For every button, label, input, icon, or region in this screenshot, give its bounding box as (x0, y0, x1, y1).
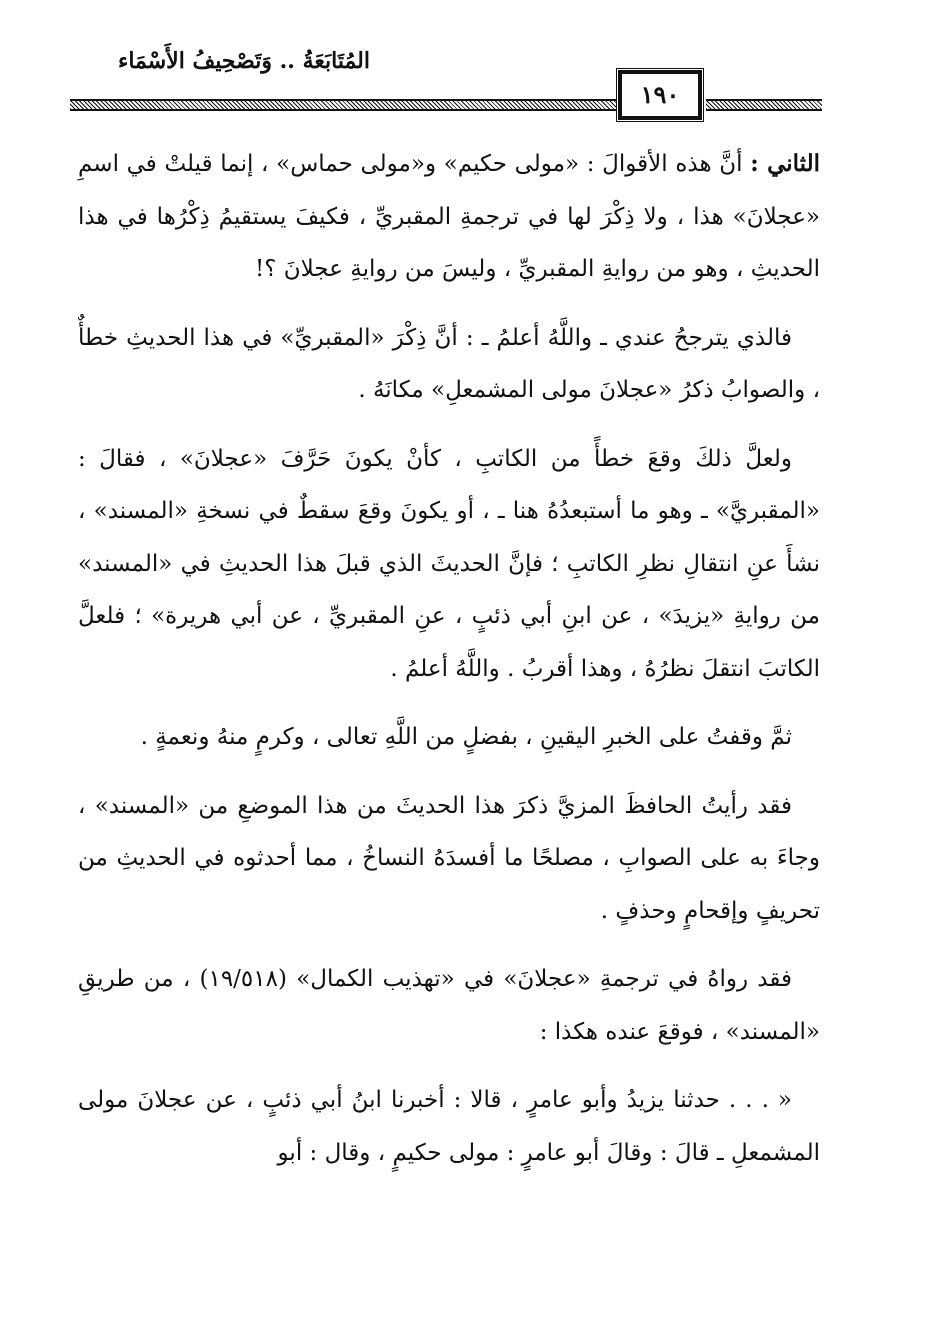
header-rule-right (706, 99, 822, 111)
paragraph-1-lead: الثاني : (750, 150, 820, 177)
paragraph-2 (78, 312, 820, 417)
paragraph-4 (78, 711, 820, 764)
paragraph-6-text: فقد رواهُ في ترجمةِ «عجلانَ» في «تهذيب الكمال» (١٩/٥١٨) ، من طريقِ «المسند» ، فوقعَ عنده هكذا : (78, 966, 820, 1045)
paragraph-1-text: أنَّ هذه الأقوالَ : «مولى حكيم» و«مولى حماس» ، إنما قيلتْ في اسمِ «عجلانَ» هذا ، ولا ذِكْرَ لها في ترجمةِ المقبريِّ ، فكيفَ يستقيمُ ذِكْرُها في هذا الحديثِ ، وهو من روايةِ المقبريِّ ، وليسَ من روايةِ عجلانَ ؟! (78, 151, 820, 282)
paragraph-5-text: فقد رأيتُ الحافظَ المزيَّ ذكرَ هذا الحديثَ من هذا الموضعِ من «المسند» ، وجاءَ به على الصوابِ ، مصلحًا ما أفسدَهُ النساخُ ، مما أحدثوه في الحديثِ من تحريفٍ وإقحامٍ وحذفٍ . (78, 792, 820, 924)
paragraph-7-text: « . . . حدثنا يزيدُ وأبو عامرٍ ، قالا : أخبرنا ابنُ أبي ذئبٍ ، عن عجلانَ مولى المشمعلِ ـ قالَ : وقالَ أبو عامرٍ : مولى حكيمٍ ، وقال : أبو (78, 1087, 820, 1166)
paragraph-3 (78, 433, 820, 696)
paragraph-4-text: ثمَّ وقفتُ على الخبرِ اليقينِ ، بفضلٍ من اللَّهِ تعالى ، وكرمٍ منهُ ونعمةٍ . (140, 724, 792, 750)
paragraph-7 (78, 1074, 820, 1179)
running-title: المُتَابَعَةُ .. وَتَصْحِيفُ الأَسْمَاء (117, 48, 370, 74)
paragraph-2-text: فالذي يترجحُ عندي ـ واللَّهُ أعلمُ ـ : أنَّ ذِكْرَ «المقبريِّ» في هذا الحديثِ خطأٌ ، والصوابُ ذكرُ «عجلانَ مولى المشمعلِ» مكانَهُ . (78, 324, 820, 403)
header-rule-left (70, 99, 616, 111)
paragraph-3-text: ولعلَّ ذلكَ وقعَ خطأً من الكاتبِ ، كأنْ يكونَ حَرَّفَ «عجلانَ» ، فقالَ : «المقبريَّ» ـ وهو ما أستبعدُهُ هنا ـ ، أو يكونَ وقعَ سقطٌ في نسخةِ «المسند» ، نشأَ عنِ انتقالِ نظرِ الكاتبِ ؛ فإنَّ الحديثَ الذي قبلَ هذا الحديثِ في «المسند» من روايةِ «يزيدَ» ، عن ابنِ أبي ذئبٍ ، عنِ المقبريِّ ، عن أبي هريرة» ؛ فلعلَّ الكاتبَ انتقلَ نظرُهُ ، وهذا أقربُ . واللَّهُ أعلمُ . (78, 445, 820, 682)
paragraph-6 (78, 953, 820, 1058)
page-number-box (618, 70, 702, 120)
paragraph-1 (78, 138, 820, 296)
body-text (78, 138, 820, 1195)
paragraph-5 (78, 780, 820, 938)
page-number: ١٩٠ (640, 80, 680, 109)
